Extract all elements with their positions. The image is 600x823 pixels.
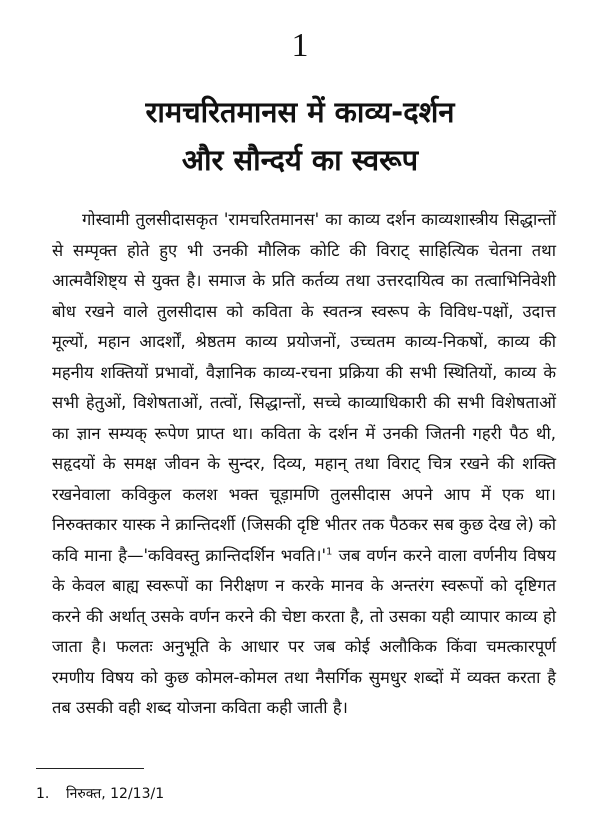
chapter-title bbox=[0, 88, 600, 184]
paragraph-text-part-2: जब वर्णन करने वाला वर्णनीय विषय के केवल बाह्य स्वरूपों का निरीक्षण न करके मानव के अन्तरंग स्वरूपों को दृष्टिगत करने की अर्थात् उसके वर्णन करने की चेष्टा करता है, तो उसका यही व्यापार काव्य हो जाता है। फलतः अनुभूति के आधार पर जब कोई अलौकिक किंवा चमत्कारपूर्ण रमणीय विषय को कुछ कोमल-कोमल तथा नैसर्गिक सुमधुर शब्दों में व्यक्त करता है तब उसकी वही शब्द योजना कविता कही जाती है। bbox=[52, 545, 557, 717]
footnote-reference: 1 bbox=[326, 546, 333, 557]
footnote-number: 1. bbox=[36, 786, 50, 802]
body-paragraph bbox=[52, 205, 556, 724]
footnote-divider bbox=[36, 768, 144, 769]
footnote bbox=[36, 785, 164, 803]
footnote-text: निरुक्त, 12/13/1 bbox=[66, 786, 165, 802]
chapter-number: 1 bbox=[291, 27, 309, 64]
chapter-title-line-1: रामचरितमानस में काव्य-दर्शन bbox=[145, 95, 455, 129]
chapter-title-line-2: और सौन्दर्य का स्वरूप bbox=[181, 143, 419, 177]
paragraph-text-part-1: गोस्वामी तुलसीदासकृत 'रामचरितमानस' का काव्य दर्शन काव्यशास्त्रीय सिद्धान्तों से सम्पृक्त होते हुए भी उनकी मौलिक कोटि की विराट् साहित्यिक चेतना तथा आत्मवैशिष्ट्य से युक्त है। समाज के प्रति कर्तव्य तथा उत्तरदायित्व का तत्वाभिनिवेशी बोध रखने वाले तुलसीदास को कविता के स्वतन्त्र स्वरूप के विविध-पक्षों, उदात्त मूल्यों, महान आदर्शों, श्रेष्ठतम काव्य प्रयोजनों, उच्चतम काव्य-निकषों, काव्य की महनीय शक्तियों प्रभावों, वैज्ञानिक काव्य-रचना प्रक्रिया की सभी स्थितियों, काव्य के सभी हेतुओं, विशेषताओं, तत्वों, सिद्धान्तों, सच्चे काव्याधिकारी की सभी विशेषताओं का ज्ञान सम्यक् रूपेण प्राप्त था। कविता के दर्शन में उनकी जितनी गहरी पैठ थी, सहृदयों के समक्ष जीवन के सुन्दर, दिव्य, महान् तथा विराट् चित्र रखने की शक्ति रखनेवाला कविकुल कलश भक्त चूड़ामणि तुलसीदास अपने आप में एक था। निरुक्तकार यास्क ने क्रान्तिदर्शी (जिसकी दृष्टि भीतर तक पैठकर सब कुछ देख ले) को कवि माना है—'कविवस्तु क्रान्तिदर्शिन भवति।' bbox=[52, 210, 556, 565]
